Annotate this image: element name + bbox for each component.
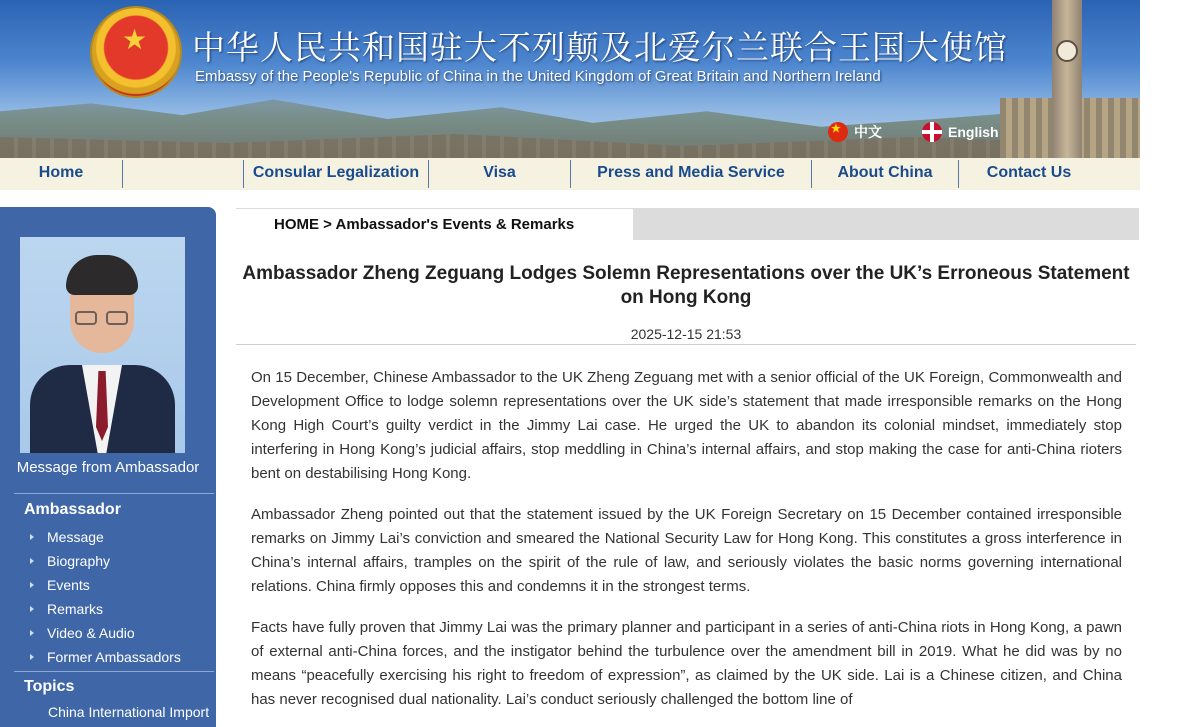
caret-right-icon <box>30 654 34 660</box>
title-divider <box>236 344 1136 345</box>
topic-item-china-import[interactable]: China International Import <box>48 704 210 720</box>
article-title: Ambassador Zheng Zeguang Lodges Solemn Representations over the UK’s Erroneous Statement on Hong Kong <box>242 263 1130 308</box>
caret-right-icon <box>30 630 34 636</box>
ambassador-heading: Ambassador <box>24 501 121 518</box>
breadcrumb[interactable]: HOME > Ambassador's Events & Remarks <box>236 208 633 240</box>
article-paragraph: On 15 December, Chinese Ambassador to the UK Zheng Zeguang met with a senior official of the UK Foreign, Commonwealth and Development Office to lodge solemn representations over the UK side’s statement that made irresponsible remarks on the Hong Kong High Court’s guilty verdict in the Jimmy Lai case. He urged the UK to abandon its colonial mindset, immediately stop interfering in Hong Kong’s judicial affairs, stop meddling in China’s internal affairs, and stop making the case for anti-China rioters bent on destabilising Hong Kong. <box>251 369 1122 482</box>
nav-press-media[interactable]: Press and Media Service <box>597 164 785 181</box>
header-banner <box>0 0 1140 158</box>
national-emblem-icon: ★ <box>92 8 180 96</box>
caret-right-icon <box>30 558 34 564</box>
main-nav <box>0 158 1140 190</box>
nav-blank[interactable] <box>123 158 243 190</box>
nav-about-china[interactable]: About China <box>837 164 933 181</box>
sidebar-item-message[interactable]: Message <box>30 525 181 549</box>
article-paragraph: Facts have fully proven that Jimmy Lai was the primary planner and participant in a series of anti-China riots in Hong Kong, a pawn of external anti-China forces, and the instigator behind the turbulence over the amendment bill in 2019. What he did was by no means “peacefully exercising his right to freedom of expression”, as claimed by the UK side. Lai is a Chinese citizen, and China has never recognised dual nationality. Lai’s conduct seriously challenged the bottom line of <box>251 619 1122 708</box>
nav-contact-us[interactable]: Contact Us <box>986 164 1072 181</box>
big-ben-image <box>1052 0 1082 158</box>
sidebar-divider <box>14 671 214 672</box>
language-chinese-link[interactable] <box>828 122 882 142</box>
nav-visa[interactable]: Visa <box>483 164 516 181</box>
caret-right-icon <box>30 582 34 588</box>
language-chinese-label: 中文 <box>854 124 882 140</box>
embassy-title-english: Embassy of the People's Republic of China in the United Kingdom of Great Britain and Northern Ireland <box>195 68 881 85</box>
article-paragraph: Ambassador Zheng pointed out that the statement issued by the UK Foreign Secretary on 15 December contained irresponsible remarks on Jimmy Lai’s conviction and smeared the National Security Law for Hong Kong. This constitutes a gross interference in China’s internal affairs, tramples on the spirit of the rule of law, and seriously violates the basic norms governing international relations. China firmly opposes this and condemns it in the strongest terms. <box>251 506 1122 595</box>
article-date: 2025-12-15 21:53 <box>630 326 742 342</box>
sidebar <box>0 207 216 727</box>
topics-heading: Topics <box>24 678 75 695</box>
sidebar-item-former-ambassadors[interactable]: Former Ambassadors <box>30 645 181 669</box>
sidebar-item-events[interactable]: Events <box>30 573 181 597</box>
message-from-ambassador-link[interactable]: Message from Ambassador <box>16 459 200 476</box>
uk-flag-icon <box>922 122 942 142</box>
ambassador-menu <box>30 525 181 669</box>
china-flag-icon <box>828 122 848 142</box>
nav-consular-legalization[interactable]: Consular Legalization <box>252 164 420 181</box>
language-english-link[interactable] <box>922 122 999 142</box>
sidebar-item-remarks[interactable]: Remarks <box>30 597 181 621</box>
embassy-title-chinese: 中华人民共和国驻大不列颠及北爱尔兰联合王国大使馆 <box>192 28 1008 67</box>
ambassador-photo[interactable] <box>20 237 185 453</box>
language-english-label: English <box>948 124 999 140</box>
sidebar-item-biography[interactable]: Biography <box>30 549 181 573</box>
sidebar-item-video-audio[interactable]: Video & Audio <box>30 621 181 645</box>
sidebar-divider <box>14 493 214 494</box>
nav-home[interactable]: Home <box>38 164 84 181</box>
caret-right-icon <box>30 534 34 540</box>
caret-right-icon <box>30 606 34 612</box>
